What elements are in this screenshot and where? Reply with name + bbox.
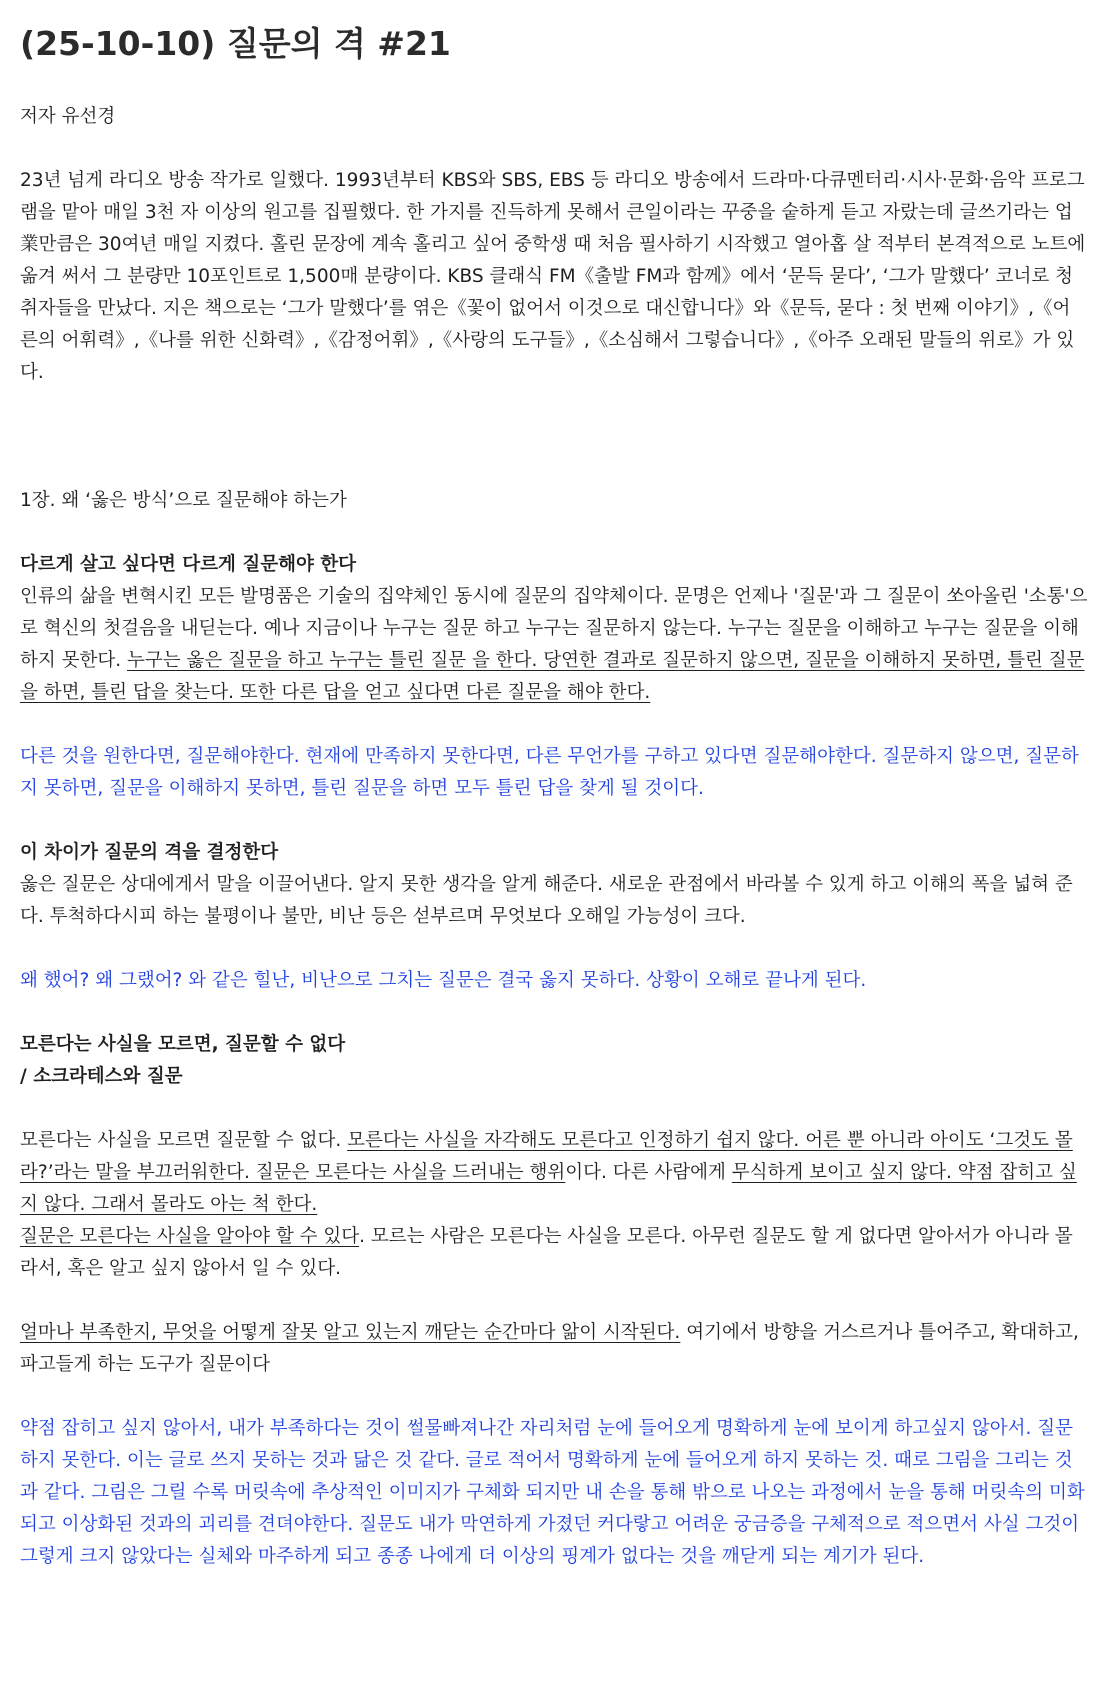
spacer xyxy=(20,133,1088,165)
section-heading: 이 차이가 질문의 격을 결정한다 xyxy=(20,842,279,863)
underlined-text: 무식하게 보이고 싶지 않다. 약점 잡히고 싶지 않다. 그래서 몰라도 아는 척 한다. xyxy=(20,1162,1077,1215)
body-text: 여기에서 방향을 거스르거나 틀어주고, 확대하고, 파고들게 하는 도구가 질문이다 xyxy=(20,1322,1079,1375)
spacer xyxy=(20,709,1088,741)
reader-note: 다른 것을 원한다면, 질문해야한다. 현재에 만족하지 못한다면, 다른 무언가를 구하고 있다면 질문해야한다. 질문하지 않으면, 질문하지 못하면, 질문을 이해하지 못하면, 틀린 질문을 하면 모두 틀린 답을 찾게 될 것이다. xyxy=(20,746,1079,799)
body-text: 이다. 다른 사람에게 xyxy=(565,1162,732,1183)
spacer xyxy=(20,389,1088,485)
underlined-text: 질문은 모른다는 사실을 알아야 할 수 있다 xyxy=(20,1226,360,1247)
spacer xyxy=(20,1285,1088,1317)
section-body xyxy=(20,1125,1088,1221)
body-text: 인류의 삶을 변혁시킨 모든 발명품은 기술의 집약체인 동시에 질문의 집약체이다. 문명은 언제나 '질문'과 그 질문이 쏘아올린 '소통'으로 혁신의 첫걸음을 내딛는다. 예나 지금이나 누구는 질문 하고 누구는 질문하지 않는다. 누구는 질문을 이해하고 누구는 질문을 이해하지 못한다. xyxy=(20,586,1088,671)
body-text: . 모르는 사람은 모른다는 사실을 모른다. 아무런 질문도 할 게 없다면 알아서가 아니라 몰라서, 혹은 알고 싶지 않아서 일 수 있다. xyxy=(20,1226,1073,1279)
spacer xyxy=(20,997,1088,1029)
author-line: 저자 유선경 xyxy=(20,106,116,127)
chapter-title: 1장. 왜 ‘옳은 방식’으로 질문해야 하는가 xyxy=(20,490,347,511)
page-title: (25-10-10) 질문의 격 #21 xyxy=(20,24,451,63)
underlined-text: 모른다는 사실을 자각해도 모른다고 인정하기 쉽지 않다. 어른 뿐 아니라 아이도 ‘그것도 몰라?’라는 말을 부끄러워한다. 질문은 모른다는 사실을 드러내는 행위 xyxy=(20,1130,1073,1183)
underlined-text: 얼마나 부족한지, 무엇을 어떻게 잘못 알고 있는지 깨닫는 순간마다 앎이 시작된다. xyxy=(20,1322,681,1343)
section-body xyxy=(20,1221,1088,1285)
author-bio: 23년 넘게 라디오 방송 작가로 일했다. 1993년부터 KBS와 SBS, EBS 등 라디오 방송에서 드라마·다큐멘터리·시사·문화·음악 프로그램을 맡아 매일 3천 자 이상의 원고를 집필했다. 한 가지를 진득하게 못해서 큰일이라는 꾸중을 숱하게 듣고 자랐는데 글쓰기라는 업業만큼은 30여년 매일 지켰다. 홀린 문장에 계속 홀리고 싶어 중학생 때 처음 필사하기 시작했고 열아홉 살 적부터 본격적으로 노트에 옮겨 써서 그 분량만 10포인트로 1,500매 분량이다. KBS 클래식 FM《출발 FM과 함께》에서 ‘문득 묻다’, ‘그가 말했다’ 코너로 청취자들을 만났다. 지은 책으로는 ‘그가 말했다’를 엮은《꽃이 없어서 이것으로 대신합니다》와《문득, 묻다 : 첫 번째 이야기》,《어른의 어휘력》,《나를 위한 신화력》,《감정어휘》,《사랑의 도구들》,《소심해서 그렇습니다》,《아주 오래된 말들의 위로》가 있다. xyxy=(20,170,1086,383)
spacer xyxy=(20,1093,1088,1125)
spacer xyxy=(20,1381,1088,1413)
body-text: 모른다는 사실을 모르면 질문할 수 없다. xyxy=(20,1130,348,1151)
spacer xyxy=(20,933,1088,965)
section-body xyxy=(20,1317,1088,1381)
spacer xyxy=(20,805,1088,837)
section-body xyxy=(20,581,1088,709)
section-heading: 다르게 살고 싶다면 다르게 질문해야 한다 xyxy=(20,554,357,575)
section-body: 옳은 질문은 상대에게서 말을 이끌어낸다. 알지 못한 생각을 알게 해준다. 새로운 관점에서 바라볼 수 있게 하고 이해의 폭을 넓혀 준다. 투척하다시피 하는 불평이나 불만, 비난 등은 섣부르며 무엇보다 오해일 가능성이 크다. xyxy=(20,874,1073,927)
section-heading: 모른다는 사실을 모르면, 질문할 수 없다 xyxy=(20,1034,346,1055)
spacer xyxy=(20,517,1088,549)
reader-note: 왜 했어? 왜 그랬어? 와 같은 힐난, 비난으로 그치는 질문은 결국 옳지 못하다. 상황이 오해로 끝나게 된다. xyxy=(20,970,867,991)
reader-note: 약점 잡히고 싶지 않아서, 내가 부족하다는 것이 썰물빠져나간 자리처럼 눈에 들어오게 명확하게 눈에 보이게 하고싶지 않아서. 질문하지 못한다. 이는 글로 쓰지 못하는 것과 닮은 것 같다. 글로 적어서 명확하게 눈에 들어오게 하지 못하는 것. 때로 그림을 그리는 것과 같다. 그림은 그릴 수록 머릿속에 추상적인 이미지가 구체화 되지만 내 손을 통해 밖으로 나오는 과정에서 눈을 통해 머릿속의 미화되고 이상화된 것과의 괴리를 견뎌야한다. 질문도 내가 막연하게 가졌던 커다랗고 어려운 궁금증을 구체적으로 적으면서 사실 그것이 그렇게 크지 않았다는 실체와 마주하게 되고 종종 나에게 더 이상의 핑계가 없다는 것을 깨닫게 되는 계기가 된다. xyxy=(20,1418,1085,1567)
section-subheading: / 소크라테스와 질문 xyxy=(20,1066,183,1087)
underlined-text: 누구는 옳은 질문을 하고 누구는 틀린 질문 을 한다. 당연한 결과로 질문하지 않으면, 질문을 이해하지 못하면, 틀린 질문을 하면, 틀린 답을 찾는다. 또한 다른 답을 얻고 싶다면 다른 질문을 해야 한다. xyxy=(20,650,1085,703)
